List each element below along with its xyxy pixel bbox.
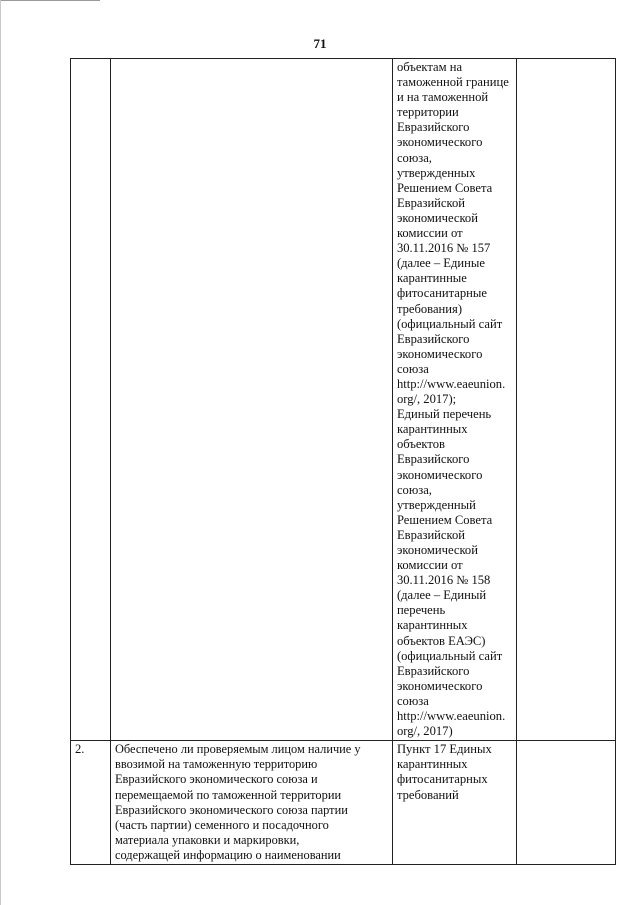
text-line: содержащей информацию о наименовании <box>114 847 341 862</box>
text-line: комиссии от <box>396 226 463 241</box>
text-line: Евразийского <box>396 663 470 678</box>
text-line: союза, <box>396 150 432 165</box>
legal-basis-cell <box>392 741 516 865</box>
text-line: союза <box>396 361 429 376</box>
text-line: Евразийского <box>396 452 470 467</box>
checklist-table <box>70 58 616 865</box>
text-line: экономической <box>396 543 478 557</box>
text-line: объектам на <box>396 60 463 74</box>
page-number: 71 <box>313 36 327 51</box>
text-line: Евразийского экономического союза партии <box>114 802 348 817</box>
text-line: комиссии от <box>396 558 463 573</box>
text-line: территории <box>396 105 459 120</box>
text-line: 30.11.2016 № 158 <box>396 573 491 588</box>
text-line: Евразийской <box>396 527 466 542</box>
text-line: объектов ЕАЭС) <box>396 633 486 648</box>
text-line: требования) <box>396 301 463 316</box>
table-row <box>71 59 616 741</box>
text-line: (далее – Единый <box>396 588 487 603</box>
scan-edge-left <box>0 0 1 905</box>
row-number-cell <box>71 59 111 741</box>
text-line: карантинные <box>396 271 467 286</box>
text-line: org/, 2017) <box>396 724 453 739</box>
text-line: 30.11.2016 № 157 <box>396 241 491 256</box>
text-line: Евразийской <box>396 195 466 210</box>
text-line: org/, 2017); <box>396 392 457 407</box>
text-line: Евразийского <box>396 120 470 135</box>
text-line: Единый перечень <box>396 407 492 422</box>
text-line: утвержденный <box>396 497 476 512</box>
text-line: фитосанитарных <box>396 772 488 787</box>
text-line: экономического <box>396 678 483 693</box>
text-line: Евразийского экономического союза и <box>114 772 318 787</box>
text-line: (официальный сайт <box>396 648 503 663</box>
text-line: таможенной границе <box>396 75 509 90</box>
legal-basis-cell <box>392 59 516 741</box>
text-line: ввозимой на таможенную территорию <box>114 757 318 772</box>
text-line: экономического <box>396 346 483 361</box>
question-cell <box>110 59 392 741</box>
question-cell <box>110 741 392 865</box>
text-line: (официальный сайт <box>396 316 503 331</box>
text-line: и на таможенной <box>396 90 489 105</box>
row-number-cell: 2. <box>71 741 111 865</box>
table-row <box>71 741 616 865</box>
text-line: утвержденных <box>396 165 476 180</box>
text-line: экономического <box>396 135 483 150</box>
text-line: http://www.eaeunion. <box>396 376 506 391</box>
text-line: перечень <box>396 603 446 618</box>
text-line: http://www.eaeunion. <box>396 709 506 724</box>
text-line: фитосанитарные <box>396 286 487 301</box>
text-line: (далее – Единые <box>396 256 485 271</box>
text-line: Обеспечено ли проверяемым лицом наличие у <box>114 742 361 757</box>
text-line: Решением Совета <box>396 180 493 195</box>
answer-cell <box>517 59 616 741</box>
text-line: экономического <box>396 467 483 482</box>
text-line: союза, <box>396 482 432 497</box>
text-line: (часть партии) семенного и посадочного <box>114 817 329 832</box>
text-line: экономической <box>396 210 478 225</box>
scan-edge-top <box>0 0 100 1</box>
text-line: Решением Совета <box>396 512 493 527</box>
text-line: требований <box>396 787 459 802</box>
text-line: Пункт 17 Единых <box>396 742 492 757</box>
text-line: карантинных <box>396 757 468 772</box>
text-line: карантинных <box>396 422 468 437</box>
text-line: перемещаемой по таможенной территории <box>114 787 342 802</box>
text-line: союза <box>396 693 429 708</box>
answer-cell <box>517 741 616 865</box>
text-line: Евразийского <box>396 331 470 346</box>
text-line: карантинных <box>396 618 468 633</box>
text-line: материала упаковки и маркировки, <box>114 832 300 847</box>
text-line: объектов <box>396 437 445 452</box>
